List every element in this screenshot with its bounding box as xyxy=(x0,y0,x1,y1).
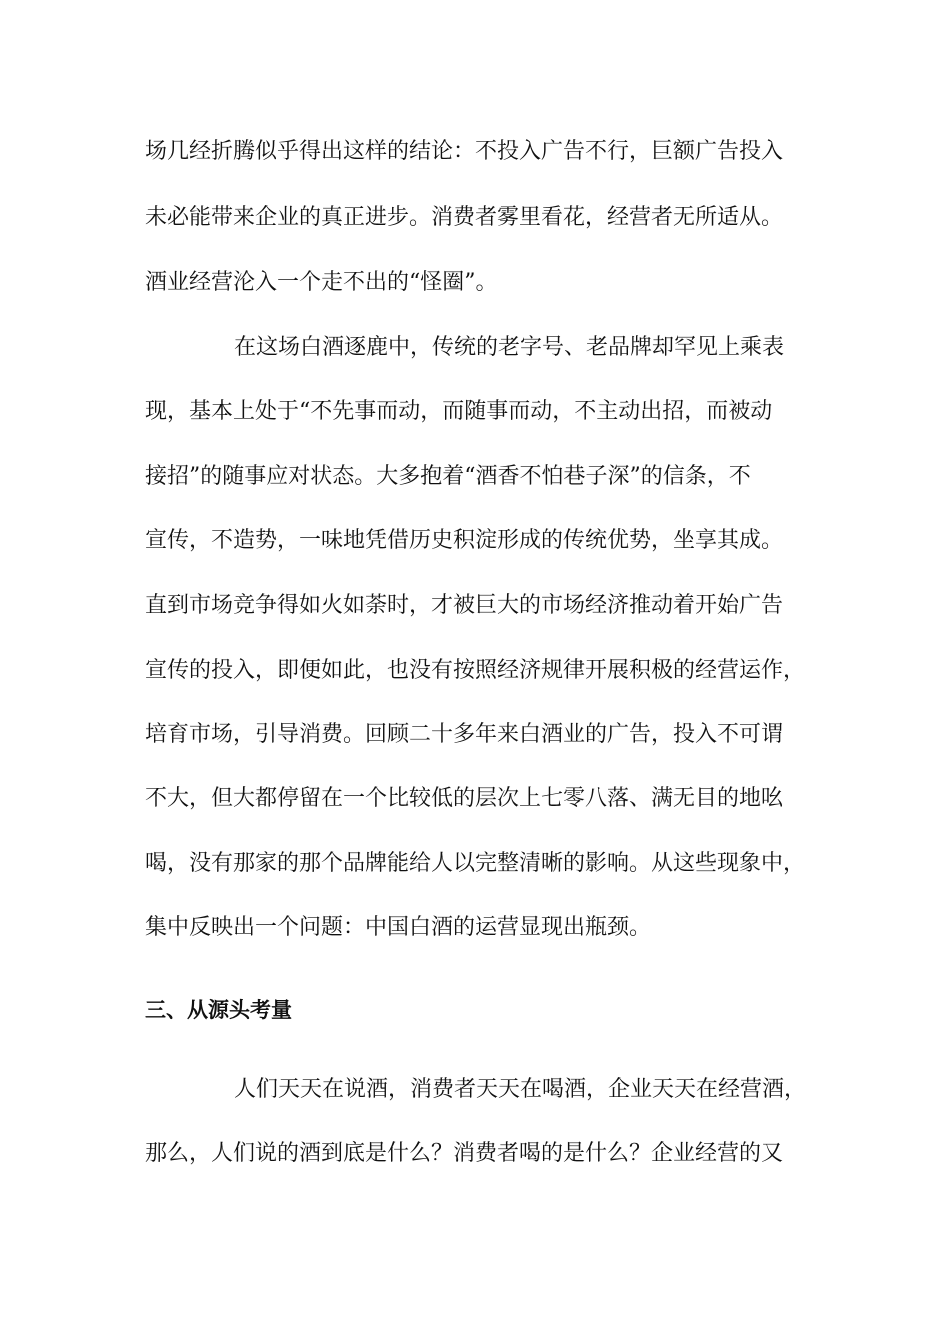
paragraph-2-line-9: 喝，没有那家的那个品牌能给人以完整清晰的影响。从这些现象中， xyxy=(145,851,806,876)
paragraph-1-line-1: 场几经折腾似乎得出这样的结论：不投入广告不行，巨额广告投入 xyxy=(145,139,784,164)
paragraph-3-line-2: 那么，人们说的酒到底是什么？消费者喝的是什么？企业经营的又 xyxy=(145,1141,784,1166)
paragraph-2-line-3: 接招”的随事应对状态。大多抱着“酒香不怕巷子深”的信条，不 xyxy=(145,464,751,489)
paragraph-1-line-3: 酒业经营沦入一个走不出的“怪圈”。 xyxy=(145,270,498,295)
paragraph-2-line-6: 宣传的投入，即便如此，也没有按照经济规律开展积极的经营运作， xyxy=(145,658,806,683)
paragraph-3-line-1: 人们天天在说酒，消费者天天在喝酒，企业天天在经营酒， xyxy=(234,1077,807,1102)
paragraph-2-line-7: 培育市场，引导消费。回顾二十多年来白酒业的广告，投入不可谓 xyxy=(145,722,784,747)
paragraph-1-line-2: 未必能带来企业的真正进步。消费者雾里看花，经营者无所适从。 xyxy=(145,205,784,230)
paragraph-2-line-2: 现，基本上处于“不先事而动，而随事而动，不主动出招，而被动 xyxy=(145,399,773,424)
paragraph-2-line-8: 不大，但大都停留在一个比较低的层次上七零八落、满无目的地吆 xyxy=(145,786,784,811)
paragraph-2-line-5: 直到市场竞争得如火如荼时，才被巨大的市场经济推动着开始广告 xyxy=(145,593,784,618)
paragraph-2-line-10: 集中反映出一个问题：中国白酒的运营显现出瓶颈。 xyxy=(145,915,652,940)
paragraph-2-line-1: 在这场白酒逐鹿中，传统的老字号、老品牌却罕见上乘表 xyxy=(234,335,785,360)
paragraph-2-line-4: 宣传，不造势，一味地凭借历史积淀形成的传统优势，坐享其成。 xyxy=(145,528,784,553)
section-heading: 三、从源头考量 xyxy=(145,998,292,1022)
